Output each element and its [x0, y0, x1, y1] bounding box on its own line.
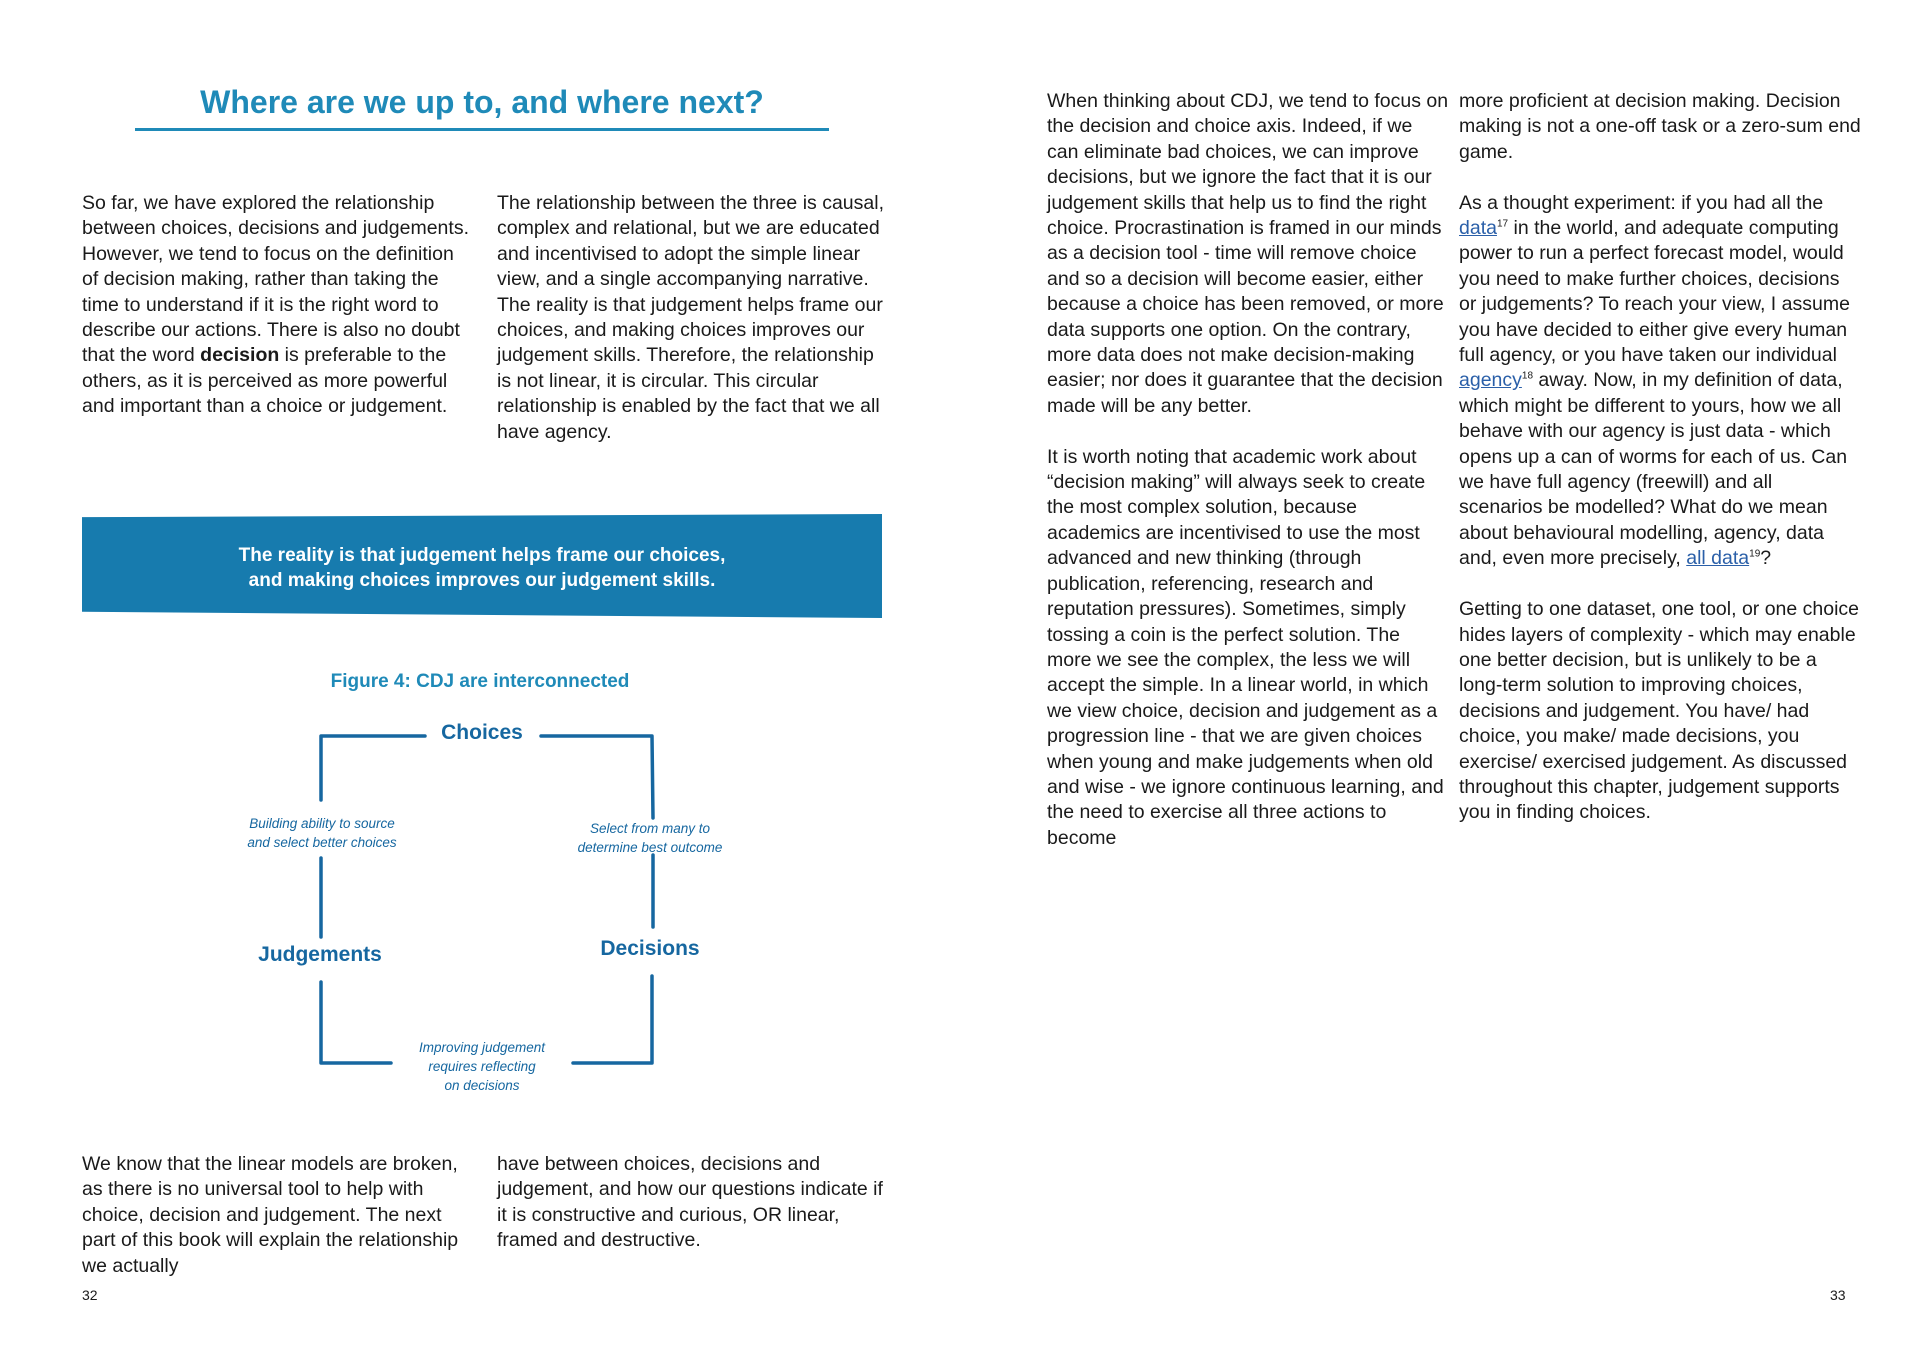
intro-text-a: So far, we have explored the relationship between choices, decisions and judgements. However, we tend to focus on the definition of decision making, rather than taking the time to understand if it is the right word to describe our actions. There is also no doubt that the word — [82, 192, 469, 367]
footnote-19: 19 — [1749, 548, 1761, 560]
link-agency[interactable]: agency — [1459, 369, 1522, 392]
intro-text-b: is preferable to the others, as it is perceived as more powerful and important than a choice or judgement. — [82, 344, 448, 418]
link-all-data[interactable]: all data — [1686, 547, 1750, 570]
pull-quote-text — [82, 543, 882, 593]
page-number-right: 33 — [1830, 1287, 1846, 1303]
right-column-2 — [1459, 89, 1861, 826]
right-col2-paragraph-2 — [1459, 191, 1861, 572]
cycle-line-top-right — [541, 736, 653, 818]
right-column-1 — [1047, 89, 1449, 851]
intro-column-2: The relationship between the three is causal, complex and relational, but we are educated and incentivised to adopt the simple linear view, and a single accompanying narrative. The reality is that judgement helps frame our choices, and making choices improves our judgement skills. Therefore, the relationship is not linear, it is circular. This circular relationship is enabled by the fact that we all have agency. — [497, 192, 884, 443]
cycle-line-bottom-left — [321, 982, 391, 1063]
edge-label-bottom: Improving judgement requires reflecting on decisions — [418, 1040, 546, 1093]
edge-label-left: Building ability to source and select better choices — [247, 816, 397, 850]
thought-experiment-text-2: in the world, and adequate computing power to run a perfect forecast model, would you need to make further choices, decisions or judgements? To reach your view, I assume you have decided to either give every human full agency, or you have taken our individual — [1459, 217, 1850, 367]
cdj-cycle-diagram — [230, 712, 750, 1117]
thought-experiment-text-4: ? — [1760, 547, 1772, 570]
page-number-left: 32 — [82, 1287, 98, 1303]
node-choices: Choices — [441, 721, 523, 744]
cycle-line-top-left — [321, 736, 425, 800]
heading-underline — [135, 128, 829, 131]
closing-column-2: have between choices, decisions and judgement, and how our questions indicate if it is constructive and curious, OR linear, framed and destructive. — [497, 1153, 883, 1252]
right-col1-paragraph-2: It is worth noting that academic work about “decision making” will always seek to create the most complex solution, because academics are incentivised to use the most advanced and new thinking (through publication, referencing, research and reputation pressures). Sometimes, simply tossing a coin is the perfect solution. The more we see the complex, the less we will accept the simple. In a linear world, in which we view choice, decision and judgement as a progression line - that we are given choices when young and make judgements when old and wise - we ignore continuous learning, and the need to exercise all three actions to become — [1047, 445, 1444, 849]
right-col1-paragraph-1: When thinking about CDJ, we tend to focus on the decision and choice axis. Indeed, if we can eliminate bad choices, we can improve decisions, but we ignore the fact that it is our judgement skills that help us to find the right choice. Procrastination is framed in our minds as a decision tool - time will remove choice and so a decision will become easier, either because a choice has been removed, or more data supports one option. On the contrary, more data does not make decision-making easier; nor does it guarantee that the decision made will be any better. — [1047, 90, 1449, 417]
thought-experiment-text-1: As a thought experiment: if you had all the — [1459, 191, 1824, 214]
thought-experiment-text-3: away. Now, in my definition of data, which might be different to yours, how we all behave with our agency is just data - which opens up a can of worms for each of us. Can we have full agency (freewill) and all scenarios be modelled? What do we mean about behavioural modelling, agency, data and, even more precisely, — [1459, 369, 1848, 570]
closing-column-1: We know that the linear models are broken, as there is no universal tool to help with choice, decision and judgement. The next part of this book will explain the relationship we actually — [82, 1153, 459, 1277]
pull-quote-line-2: and making choices improves our judgement skills. — [248, 570, 716, 591]
page-heading: Where are we up to, and where next? — [200, 84, 764, 120]
paragraph-gap — [1459, 165, 1861, 190]
right-col2-paragraph-3: Getting to one dataset, one tool, or one choice hides layers of complexity - which may enable one better decision, but is unlikely to be a long-term solution to improving choices, decisions and judgement. You have/ had choice, you make/ made decisions, you exercise/ exercised judgement. As discussed throughout this chapter, judgement supports you in finding choices. — [1459, 598, 1860, 824]
intro-column-1 — [82, 191, 474, 420]
paragraph-gap — [1047, 419, 1449, 444]
link-data[interactable]: data — [1459, 217, 1497, 240]
right-col2-paragraph-1: more proficient at decision making. Decision making is not a one-off task or a zero-sum end game. — [1459, 90, 1861, 163]
bold-word-decision: decision — [200, 344, 280, 367]
edge-label-right: Select from many to determine best outcome — [577, 821, 723, 855]
figure-caption: Figure 4: CDJ are interconnected — [330, 671, 630, 692]
node-judgements: Judgements — [258, 943, 382, 966]
right-page — [960, 0, 1920, 1362]
footnote-18: 18 — [1521, 370, 1534, 382]
footnote-17: 17 — [1496, 218, 1509, 230]
paragraph-gap — [1459, 572, 1861, 597]
pull-quote-line-1: The reality is that judgement helps frame our choices, — [238, 545, 726, 566]
cycle-line-bottom-right — [573, 976, 652, 1063]
node-decisions: Decisions — [600, 937, 700, 960]
